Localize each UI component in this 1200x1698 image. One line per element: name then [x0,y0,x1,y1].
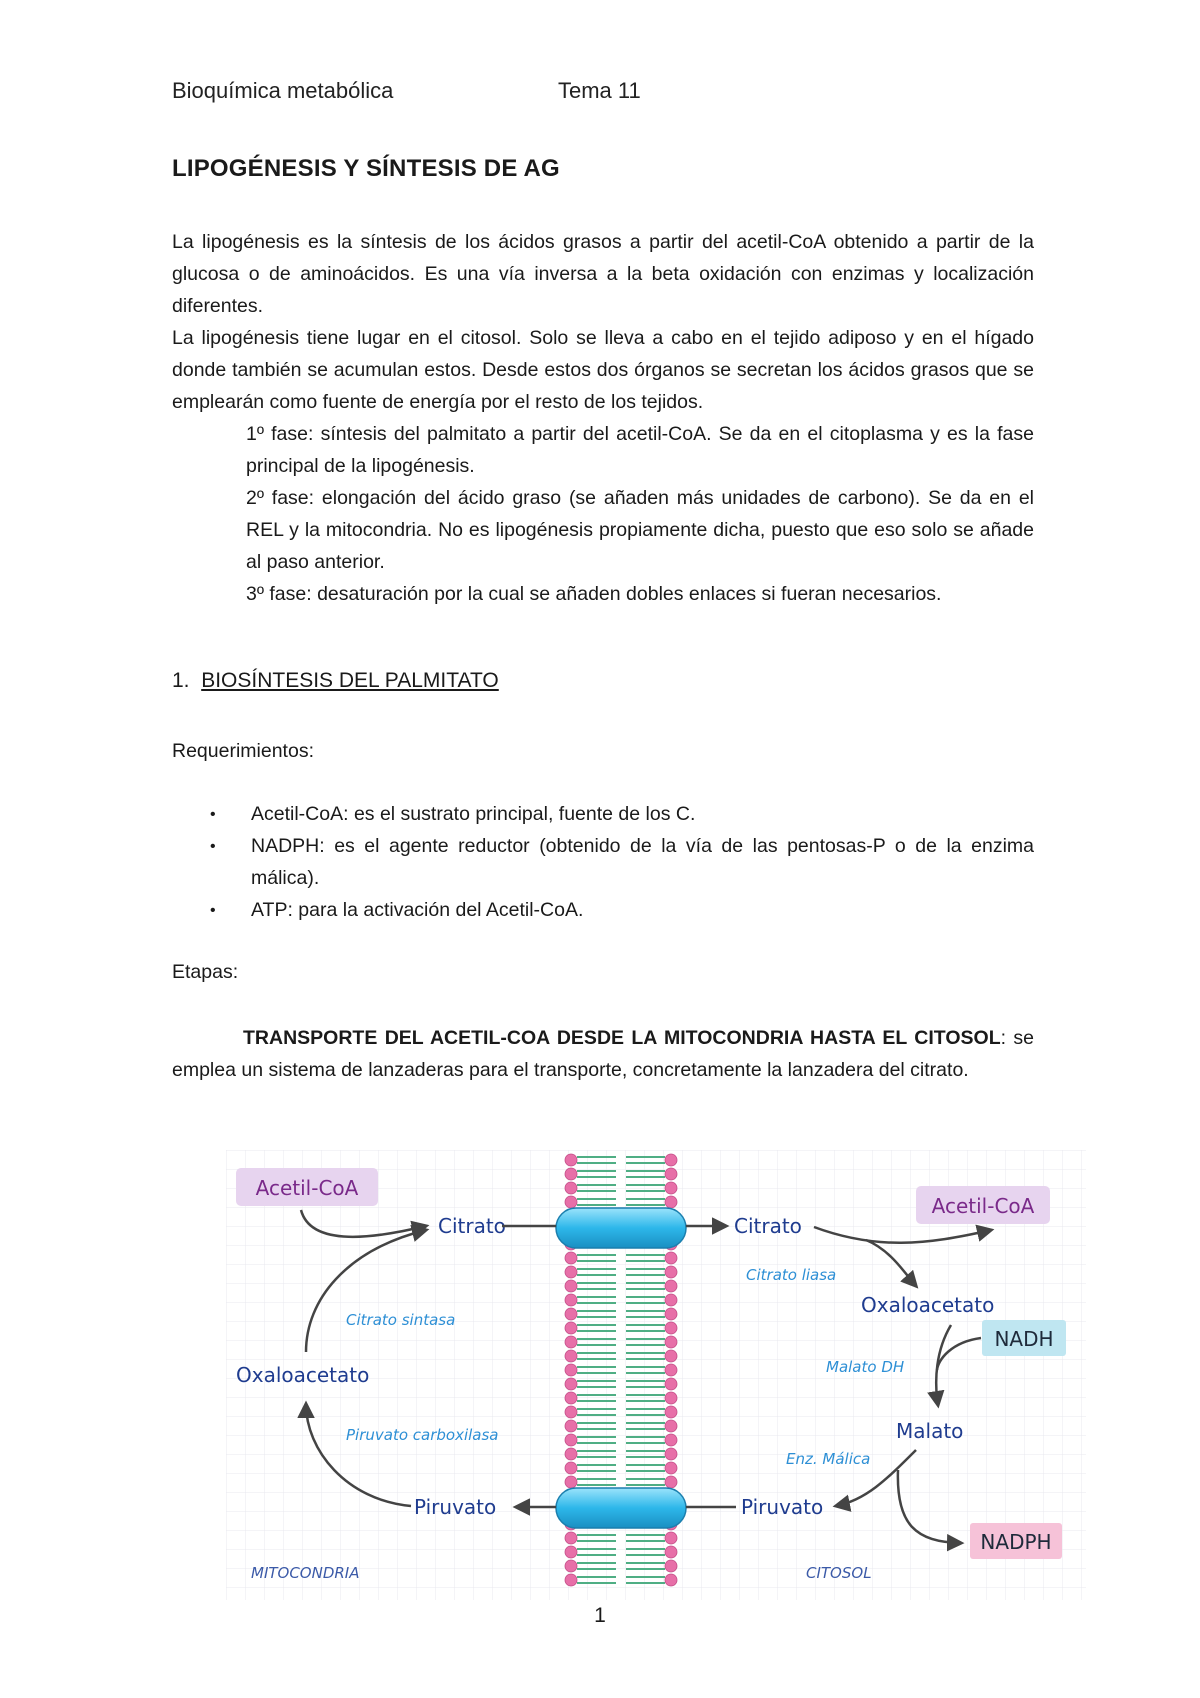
lipid-head [565,1420,577,1432]
lipid-head [565,1476,577,1488]
lipid-head [665,1532,677,1544]
lipid-head [565,1350,577,1362]
phase-2: 2º fase: elongación del ácido graso (se añaden más unidades de carbono). Se da en el REL y la mitocondria. No es lipogénesis propiamente dicha, puesto que eso solo se añade al paso anterior. [246,487,1034,573]
lipid-head [565,1168,577,1180]
lipid-head [665,1364,677,1376]
lipid-head [565,1574,577,1586]
lipid-head [565,1280,577,1292]
lipid-head [565,1434,577,1446]
section-heading [172,669,499,693]
lipid-head [665,1196,677,1208]
phase-3: 3º fase: desaturación por la cual se añaden dobles enlaces si fueran necesarios. [246,583,942,605]
lipid-head [565,1266,577,1278]
bullet-marker: • [210,902,216,919]
stages-label: Etapas: [172,961,239,983]
mitocondria-label: MITOCONDRIA [251,1564,360,1582]
lipid-head [665,1322,677,1334]
acetil-coa-cyto: Acetil-CoA [931,1194,1035,1218]
lipid-head [565,1182,577,1194]
lipid-head [665,1252,677,1264]
section-number: 1. [172,669,190,692]
lipid-head [665,1154,677,1166]
lipid-head [665,1350,677,1362]
intro-paragraph-2: La lipogénesis tiene lugar en el citosol. Solo se lleva a cabo en el tejido adiposo y en el hígado donde también se acumulan estos. Desde estos dos órganos se secretan los ácidos grasos que se emplearán como fuente de energía por el resto de los tejidos. [172,327,1034,413]
lipid-head [665,1476,677,1488]
citrato-cyto: Citrato [734,1214,802,1238]
lipid-head [665,1378,677,1390]
section-title: BIOSÍNTESIS DEL PALMITATO [201,669,499,692]
acetil-coa-mito: Acetil-CoA [255,1176,359,1200]
lipid-head [665,1168,677,1180]
piruvato-mito: Piruvato [414,1495,497,1519]
lipid-head [665,1182,677,1194]
lipid-head [665,1280,677,1292]
lipid-head [665,1308,677,1320]
requirement-item: ATP: para la activación del Acetil-CoA. [251,899,584,921]
transport-text: : se emplea un sistema de lanzaderas para el transporte, concretamente la lanzadera del citrato. [172,1027,1034,1081]
malato-dh-enzyme: Malato DH [826,1358,905,1376]
lipid-head [565,1364,577,1376]
citrato-liasa-enzyme: Citrato liasa [746,1266,837,1284]
transport-paragraph [172,1022,1034,1086]
piruvato-carboxilasa-enzyme: Piruvato carboxilasa [346,1426,499,1444]
requirement-item: Acetil-CoA: es el sustrato principal, fuente de los C. [251,803,696,825]
lipid-head [665,1462,677,1474]
lipid-head [565,1532,577,1544]
lipid-head [565,1294,577,1306]
lipid-head [665,1392,677,1404]
lipid-head [565,1392,577,1404]
lipid-head [565,1448,577,1460]
lipid-head [665,1448,677,1460]
intro-paragraph-1: La lipogénesis es la síntesis de los ácidos grasos a partir del acetil-CoA obtenido a partir de la glucosa o de aminoácidos. Es una vía inversa a la beta oxidación con enzimas y localización diferentes. [172,231,1034,317]
oxaloacetato-cyto: Oxaloacetato [861,1293,995,1317]
lipid-head [565,1378,577,1390]
page-number: 1 [594,1604,606,1627]
lipid-head [665,1574,677,1586]
lipid-head [565,1252,577,1264]
bullet-marker: • [210,806,216,823]
lipid-head [565,1406,577,1418]
transport-heading: TRANSPORTE DEL ACETIL-COA DESDE LA MITOCONDRIA HASTA EL CITOSOL [243,1027,1001,1049]
phase-1: 1º fase: síntesis del palmitato a partir del acetil-CoA. Se da en el citoplasma y es la fase principal de la lipogénesis. [246,423,1034,477]
lipid-head [565,1462,577,1474]
lipid-head [665,1266,677,1278]
lipid-head [565,1154,577,1166]
lipid-head [665,1406,677,1418]
page-title: LIPOGÉNESIS Y SÍNTESIS DE AG [172,155,560,182]
pyruvate-transporter [556,1488,686,1528]
nadph-label: NADPH [980,1530,1052,1554]
requirement-item: NADPH: es el agente reductor (obtenido de la vía de las pentosas-P o de la enzima málica). [251,835,1034,889]
requirements-label: Requerimientos: [172,740,314,762]
lipid-head [665,1336,677,1348]
citrate-transporter [556,1208,686,1248]
piruvato-cyto: Piruvato [741,1495,824,1519]
header-subject: Bioquímica metabólica [172,78,394,103]
lipid-head [665,1560,677,1572]
lipid-head [665,1546,677,1558]
malato-cyto: Malato [896,1419,964,1443]
lipid-head [665,1420,677,1432]
lipid-head [665,1294,677,1306]
bullet-marker: • [210,838,216,855]
enz-malica-enzyme: Enz. Málica [786,1450,871,1468]
citosol-label: CITOSOL [806,1564,872,1582]
citrate-shuttle-diagram [226,1150,1086,1600]
lipid-head [565,1308,577,1320]
nadh-label: NADH [994,1327,1054,1351]
lipid-head [565,1336,577,1348]
citrato-mito: Citrato [438,1214,506,1238]
lipid-head [565,1546,577,1558]
lipid-head [565,1196,577,1208]
lipid-head [565,1322,577,1334]
oxaloacetato-mito: Oxaloacetato [236,1363,370,1387]
lipid-head [665,1434,677,1446]
citrato-sintasa-enzyme: Citrato sintasa [346,1311,456,1329]
lipid-head [565,1560,577,1572]
header-topic: Tema 11 [558,78,641,103]
